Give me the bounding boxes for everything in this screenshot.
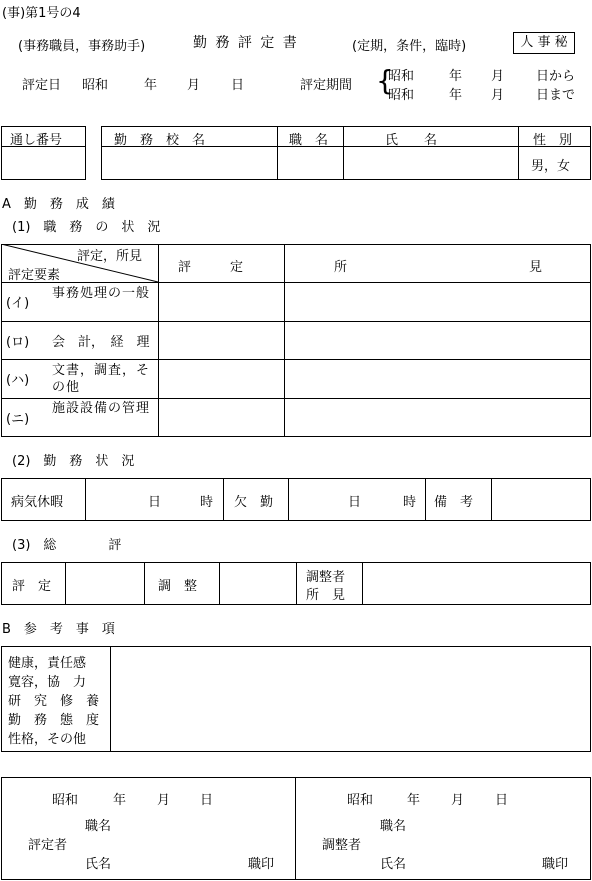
evaluation-date-month: 月 xyxy=(187,78,201,93)
row-mark-ha: (ハ) xyxy=(6,373,30,388)
evaluator-position-label: 職名 xyxy=(85,819,112,834)
period-from-era: 昭和 xyxy=(388,69,415,84)
row-text-general-affairs: 事務処理の一般 xyxy=(52,286,151,301)
absence-hours: 時 xyxy=(403,495,417,510)
period-from-day: 日から xyxy=(536,69,576,84)
evaluation-period-label: 評定期間 xyxy=(300,78,353,93)
period-to-era: 昭和 xyxy=(388,88,415,103)
adjuster-label: 調整者 xyxy=(322,838,362,853)
reference-item-character: 性格，その他 xyxy=(8,732,87,747)
opinion-column-header-left: 所 xyxy=(334,260,348,275)
sick-leave-days: 日 xyxy=(148,495,162,510)
opinion-column-header-right: 見 xyxy=(529,260,543,275)
form-code: (事)第1号の4 xyxy=(2,6,81,21)
applies-to: (事務職員，事務助手) xyxy=(18,39,146,54)
attendance-table-frame xyxy=(1,478,591,521)
adjuster-name-label: 氏名 xyxy=(380,857,407,872)
reference-item-health: 健康，責任感 xyxy=(8,656,87,671)
reference-item-tolerance: 寛容，協 力 xyxy=(8,675,87,690)
row-mark-ni: (ニ) xyxy=(6,412,30,427)
diagonal-top-label: 評定，所見 xyxy=(77,249,143,264)
adjuster-date-era: 昭和 xyxy=(347,793,374,808)
period-to-year: 年 xyxy=(449,88,463,103)
section-b-title: B 参 考 事 項 xyxy=(2,622,115,637)
row-text-documents: 文書，調査，その他 xyxy=(52,363,151,395)
diagonal-bottom-label: 評定要素 xyxy=(8,268,61,283)
period-brace: { xyxy=(376,64,394,97)
position-label: 職 名 xyxy=(289,133,329,148)
rating-column-header: 評 定 xyxy=(178,260,244,275)
adjuster-date-day: 日 xyxy=(495,793,509,808)
row-text-accounting: 会 計， 経 理 xyxy=(52,335,150,350)
attendance-subtitle: (2) 勤 務 状 況 xyxy=(12,454,135,469)
adjustment-label: 調 整 xyxy=(158,579,198,594)
adjuster-opinion-line1: 調整者 xyxy=(306,570,346,585)
reference-item-study: 研 究 修 養 xyxy=(8,694,100,709)
evaluation-date-era: 昭和 xyxy=(82,78,109,93)
evaluator-date-era: 昭和 xyxy=(52,793,79,808)
period-from-year: 年 xyxy=(449,69,463,84)
duties-subtitle: (1) 職 務 の 状 況 xyxy=(12,220,161,235)
row-text-facilities: 施設設備の管理 xyxy=(52,401,151,416)
evaluation-date-day: 日 xyxy=(231,78,245,93)
evaluator-seal-label: 職印 xyxy=(248,857,275,872)
absence-days: 日 xyxy=(348,495,362,510)
evaluator-date-day: 日 xyxy=(200,793,214,808)
evaluation-types: (定期，条件，臨時) xyxy=(352,39,467,54)
adjuster-opinion-line2: 所 見 xyxy=(306,588,346,603)
reference-item-attitude: 勤 務 態 度 xyxy=(8,713,100,728)
adjuster-seal-label: 職印 xyxy=(542,857,569,872)
document-title: 勤 務 評 定 書 xyxy=(193,35,299,51)
absence-label: 欠 勤 xyxy=(234,495,274,510)
sex-value: 男，女 xyxy=(531,159,571,174)
row-mark-i: (イ) xyxy=(6,296,30,311)
adjuster-date-year: 年 xyxy=(407,793,421,808)
name-label: 氏 名 xyxy=(385,133,438,148)
period-to-day: 日まで xyxy=(536,88,576,103)
sick-leave-label: 病気休暇 xyxy=(11,495,64,510)
overall-subtitle: (3) 総 評 xyxy=(12,538,122,553)
evaluator-label: 評定者 xyxy=(28,838,68,853)
overall-rating-label: 評 定 xyxy=(12,579,52,594)
confidential-stamp: 人 事 秘 xyxy=(513,32,575,54)
section-a-title: A 勤 務 成 績 xyxy=(2,197,115,212)
period-from-month: 月 xyxy=(491,69,505,84)
evaluation-date-label: 評定日 xyxy=(22,78,62,93)
period-to-month: 月 xyxy=(491,88,505,103)
school-name-label: 勤 務 校 名 xyxy=(114,133,206,148)
serial-number-label: 通し番号 xyxy=(10,133,63,148)
evaluator-date-year: 年 xyxy=(113,793,127,808)
remarks-label: 備 考 xyxy=(434,495,474,510)
row-mark-ro: (ロ) xyxy=(6,335,30,350)
adjuster-date-month: 月 xyxy=(451,793,465,808)
sick-leave-hours: 時 xyxy=(200,495,214,510)
evaluation-date-year: 年 xyxy=(144,78,158,93)
sex-label: 性 別 xyxy=(533,133,573,148)
evaluator-date-month: 月 xyxy=(157,793,171,808)
adjuster-position-label: 職名 xyxy=(380,819,407,834)
evaluator-name-label: 氏名 xyxy=(85,857,112,872)
